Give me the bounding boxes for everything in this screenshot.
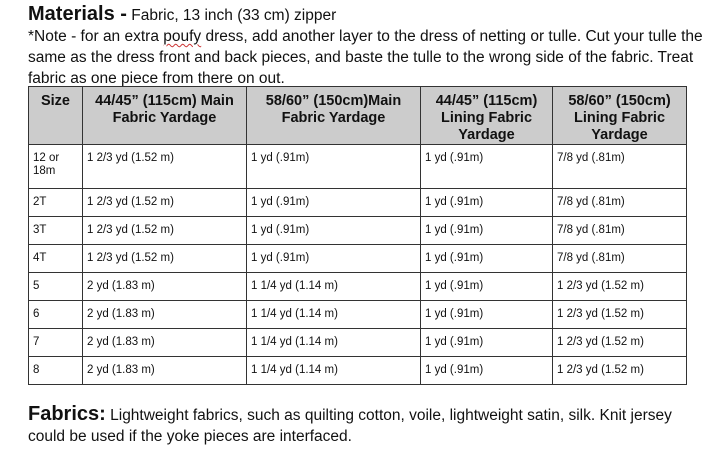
cell-size: 12 or 18m (29, 145, 83, 189)
note-misspelled-word: poufy (163, 28, 202, 45)
cell-main-150: 1 yd (.91m) (247, 245, 421, 273)
cell-main-115: 2 yd (1.83 m) (83, 301, 247, 329)
cell-lining-150: 1 2/3 yd (1.52 m) (553, 273, 687, 301)
cell-main-150: 1 yd (.91m) (247, 217, 421, 245)
fabrics-heading: Fabrics: (28, 403, 106, 425)
cell-lining-115: 1 yd (.91m) (421, 217, 553, 245)
table-row (29, 329, 687, 357)
materials-items: Fabric, 13 inch (33 cm) zipper (131, 7, 337, 24)
cell-main-115: 2 yd (1.83 m) (83, 329, 247, 357)
table-row (29, 145, 687, 189)
cell-lining-150: 7/8 yd (.81m) (553, 245, 687, 273)
cell-main-115: 2 yd (1.83 m) (83, 273, 247, 301)
cell-lining-115: 1 yd (.91m) (421, 357, 553, 385)
header-lining-150: 58/60” (150cm) Lining Fabric Yardage (553, 87, 687, 145)
table-row (29, 357, 687, 385)
cell-size: 7 (29, 329, 83, 357)
cell-lining-150: 7/8 yd (.81m) (553, 189, 687, 217)
cell-size: 4T (29, 245, 83, 273)
cell-main-150: 1 1/4 yd (1.14 m) (247, 329, 421, 357)
cell-main-150: 1 1/4 yd (1.14 m) (247, 301, 421, 329)
cell-lining-150: 1 2/3 yd (1.52 m) (553, 357, 687, 385)
cell-lining-115: 1 yd (.91m) (421, 245, 553, 273)
header-lining-115: 44/45” (115cm) Lining Fabric Yardage (421, 87, 553, 145)
cell-main-115: 1 2/3 yd (1.52 m) (83, 217, 247, 245)
cell-lining-150: 1 2/3 yd (1.52 m) (553, 329, 687, 357)
cell-main-150: 1 yd (.91m) (247, 145, 421, 189)
header-main-115: 44/45” (115cm) Main Fabric Yardage (83, 87, 247, 145)
fabrics-text: Lightweight fabrics, such as quilting cotton, voile, lightweight satin, silk. Knit jersey could be used if the yoke pieces are interfaced. (28, 407, 672, 445)
cell-lining-115: 1 yd (.91m) (421, 273, 553, 301)
yardage-table (28, 86, 687, 385)
table-row (29, 245, 687, 273)
cell-size: 3T (29, 217, 83, 245)
table-row (29, 273, 687, 301)
cell-lining-150: 7/8 yd (.81m) (553, 217, 687, 245)
cell-main-115: 1 2/3 yd (1.52 m) (83, 145, 247, 189)
cell-lining-150: 1 2/3 yd (1.52 m) (553, 301, 687, 329)
table-header-row (29, 87, 687, 145)
cell-size: 6 (29, 301, 83, 329)
materials-section (28, 4, 708, 89)
cell-main-115: 2 yd (1.83 m) (83, 357, 247, 385)
table-row (29, 301, 687, 329)
table-row (29, 217, 687, 245)
cell-main-115: 1 2/3 yd (1.52 m) (83, 189, 247, 217)
materials-heading: Materials - (28, 3, 127, 25)
cell-main-115: 1 2/3 yd (1.52 m) (83, 245, 247, 273)
table-row (29, 189, 687, 217)
cell-lining-115: 1 yd (.91m) (421, 145, 553, 189)
fabrics-section (28, 404, 708, 447)
header-main-150: 58/60” (150cm)Main Fabric Yardage (247, 87, 421, 145)
cell-size: 2T (29, 189, 83, 217)
cell-main-150: 1 1/4 yd (1.14 m) (247, 273, 421, 301)
cell-size: 5 (29, 273, 83, 301)
cell-main-150: 1 yd (.91m) (247, 189, 421, 217)
cell-main-150: 1 1/4 yd (1.14 m) (247, 357, 421, 385)
cell-lining-115: 1 yd (.91m) (421, 301, 553, 329)
note-prefix: *Note - for an extra (28, 28, 164, 45)
header-size: Size (29, 87, 83, 145)
note-suffix: dress, add another layer to the dress of netting or tulle. Cut your tulle the same as the dress front and back pieces, and baste the tulle to the wrong side of the fabric. Treat fabric as one piece from there on out. (28, 28, 703, 87)
cell-lining-150: 7/8 yd (.81m) (553, 145, 687, 189)
cell-lining-115: 1 yd (.91m) (421, 189, 553, 217)
cell-size: 8 (29, 357, 83, 385)
cell-lining-115: 1 yd (.91m) (421, 329, 553, 357)
